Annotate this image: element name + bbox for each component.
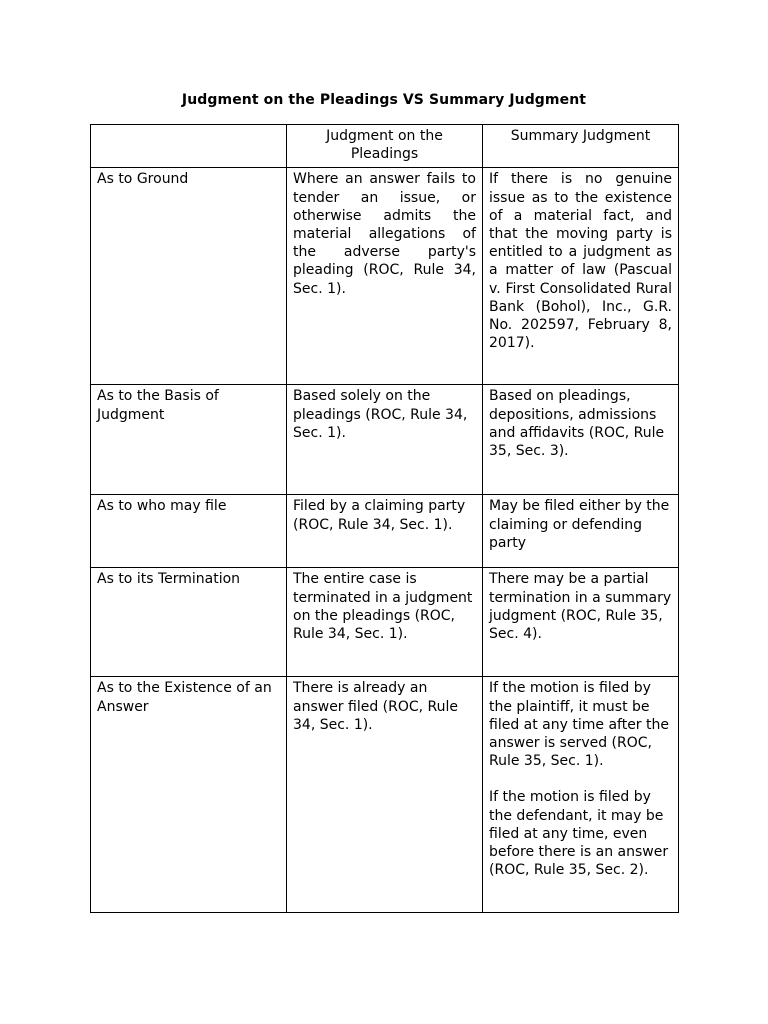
sj-paragraph-plaintiff: If the motion is filed by the plaintiff, it must be filed at any time after the answer is served (ROC, Rule 35, Sec. 1). — [489, 680, 669, 770]
table-row — [91, 385, 679, 495]
table-row — [91, 568, 679, 677]
table-row — [91, 168, 679, 385]
sj-cell: Based on pleadings, depositions, admissions and affidavits (ROC, Rule 35, Sec. 3). — [483, 385, 679, 495]
sj-cell: May be filed either by the claiming or defending party — [483, 495, 679, 568]
comparison-table — [90, 124, 679, 913]
jop-cell: The entire case is terminated in a judgment on the pleadings (ROC, Rule 34, Sec. 1). — [287, 568, 483, 677]
row-label: As to Ground — [91, 168, 287, 385]
row-label: As to its Termination — [91, 568, 287, 677]
sj-paragraph-defendant: If the motion is filed by the defendant, it may be filed at any time, even before there is an answer (ROC, Rule 35, Sec. 2). — [489, 789, 669, 879]
jop-cell: Where an answer fails to tender an issue, or otherwise admits the material allegations of the adverse party's pleading (ROC, Rule 34, Sec. 1). — [287, 168, 483, 385]
sj-cell: If there is no genuine issue as to the existence of a material fact, and that the moving party is entitled to a judgment as a matter of law (Pascual v. First Consolidated Rural Bank (Bohol), Inc., G.R. No. 202597, February 8, 2017). — [483, 168, 679, 385]
jop-cell: There is already an answer filed (ROC, Rule 34, Sec. 1). — [287, 677, 483, 913]
header-cell-blank — [91, 125, 287, 168]
row-label: As to who may file — [91, 495, 287, 568]
header-row — [91, 125, 679, 168]
sj-cell: There may be a partial termination in a summary judgment (ROC, Rule 35, Sec. 4). — [483, 568, 679, 677]
jop-cell: Filed by a claiming party (ROC, Rule 34, Sec. 1). — [287, 495, 483, 568]
row-label: As to the Existence of an Answer — [91, 677, 287, 913]
table-row — [91, 495, 679, 568]
table-row — [91, 677, 679, 913]
header-cell-summary-judgment: Summary Judgment — [483, 125, 679, 168]
sj-cell — [483, 677, 679, 913]
header-cell-judgment-on-pleadings: Judgment on the Pleadings — [287, 125, 483, 168]
jop-cell: Based solely on the pleadings (ROC, Rule 34, Sec. 1). — [287, 385, 483, 495]
document-title: Judgment on the Pleadings VS Summary Judgment — [181, 92, 587, 108]
row-label: As to the Basis of Judgment — [91, 385, 287, 495]
